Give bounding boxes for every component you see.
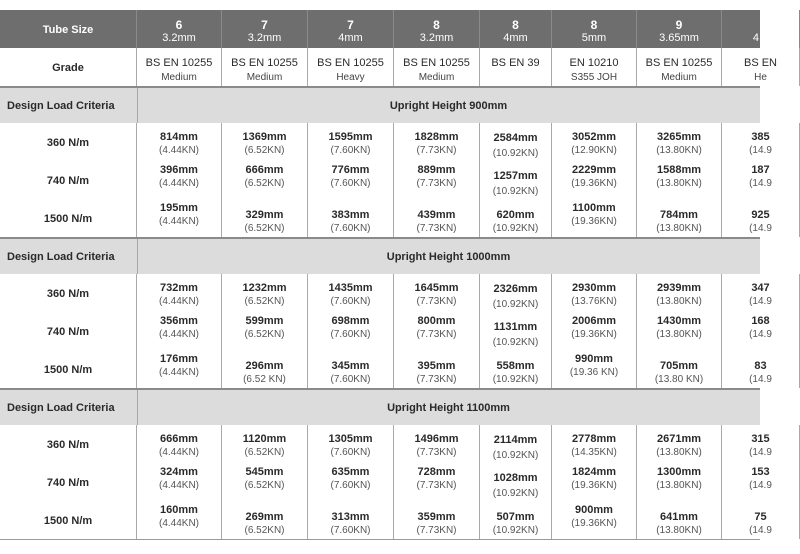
span-value: 153 <box>751 466 770 478</box>
tube-column-header <box>222 10 308 48</box>
load-capacity: (4.44KN) <box>158 329 199 340</box>
span-value: 507mm <box>496 511 535 523</box>
load-capacity: (7.60KN) <box>330 525 371 536</box>
load-capacity: (7.73KN) <box>416 525 457 536</box>
tube-column-header <box>308 10 394 48</box>
span-cell <box>722 350 800 388</box>
grade-class: Medium <box>246 72 283 83</box>
load-capacity: (10.92KN) <box>492 148 539 159</box>
span-cell <box>137 161 222 199</box>
load-capacity: (14.9 <box>749 145 772 156</box>
tube-column-header <box>637 10 722 48</box>
span-value: 620mm <box>496 209 535 221</box>
tube-size-label-cell <box>0 10 137 48</box>
span-cell <box>722 425 800 463</box>
span-value: 385 <box>751 131 770 143</box>
span-cell <box>394 463 480 501</box>
wall-thickness: 4mm <box>503 32 528 44</box>
span-cell <box>394 199 480 237</box>
load-capacity: (19.36 KN) <box>569 367 619 378</box>
span-cell <box>480 199 552 237</box>
span-value: 1595mm <box>328 131 373 143</box>
load-capacity: (6.52 KN) <box>243 374 286 385</box>
span-cell <box>222 463 308 501</box>
span-cell <box>552 274 637 312</box>
load-capacity: (7.73KN) <box>416 223 457 234</box>
span-cell <box>308 463 394 501</box>
span-value: 2326mm <box>493 283 538 295</box>
grade-standard: BS EN 10255 <box>231 57 298 69</box>
load-capacity: (7.60KN) <box>330 329 371 340</box>
span-cell <box>137 350 222 388</box>
span-value: 1369mm <box>242 131 287 143</box>
load-capacity: (10.92KN) <box>492 450 539 461</box>
span-value: 2939mm <box>656 282 702 294</box>
span-cell <box>394 161 480 199</box>
span-cell <box>394 350 480 388</box>
tube-column-header <box>722 10 800 48</box>
load-capacity: (19.36KN) <box>571 178 617 189</box>
load-capacity: (6.52KN) <box>244 223 285 234</box>
load-capacity: (14.9 <box>749 480 772 491</box>
span-value: 2778mm <box>571 433 617 445</box>
load-capacity: (14.35KN) <box>571 447 617 458</box>
wall-thickness: 5mm <box>581 32 607 44</box>
grade-class: Medium <box>418 72 455 83</box>
load-capacity: (4.44KN) <box>158 518 199 529</box>
grade-class: He <box>754 72 767 83</box>
span-value: 439mm <box>417 209 456 221</box>
grade-label: Grade <box>52 62 84 74</box>
span-cell <box>480 161 552 199</box>
span-value: 925 <box>751 209 770 221</box>
load-capacity: (14.9 <box>749 223 772 234</box>
grade-standard: BS EN 10255 <box>403 57 470 69</box>
span-cell <box>137 274 222 312</box>
span-cell <box>480 123 552 161</box>
span-cell <box>480 350 552 388</box>
span-cell <box>637 350 722 388</box>
span-value: 160mm <box>160 504 198 516</box>
span-cell <box>137 312 222 350</box>
load-capacity: (14.9 <box>749 525 772 536</box>
span-cell <box>480 501 552 539</box>
span-value: 2229mm <box>571 164 617 176</box>
span-value: 395mm <box>417 360 456 372</box>
span-value: 83 <box>754 360 767 372</box>
span-value: 359mm <box>417 511 456 523</box>
span-value: 814mm <box>160 131 198 143</box>
span-value: 2671mm <box>656 433 702 445</box>
span-cell <box>137 463 222 501</box>
load-capacity: (19.36KN) <box>571 216 617 227</box>
grade-cell <box>480 48 552 86</box>
load-capacity: (6.52KN) <box>244 145 285 156</box>
span-cell <box>722 199 800 237</box>
span-cell <box>222 350 308 388</box>
load-capacity: (13.80KN) <box>656 296 702 307</box>
load-row <box>0 274 772 313</box>
span-value: 269mm <box>245 511 284 523</box>
span-value: 315 <box>751 433 770 445</box>
span-cell <box>222 501 308 539</box>
load-capacity: (10.92KN) <box>492 525 539 536</box>
grade-class: S355 JOH <box>570 72 618 83</box>
span-value: 313mm <box>331 511 370 523</box>
span-value: 3265mm <box>656 131 702 143</box>
span-cell <box>480 274 552 312</box>
section-header <box>0 86 760 126</box>
span-cell <box>637 274 722 312</box>
span-cell <box>637 123 722 161</box>
load-capacity: (7.60KN) <box>330 178 371 189</box>
span-cell <box>480 312 552 350</box>
span-value: 2930mm <box>571 282 617 294</box>
span-value: 1645mm <box>414 282 459 294</box>
span-value: 1131mm <box>493 321 538 333</box>
span-value: 705mm <box>660 360 698 372</box>
span-value: 1100mm <box>572 202 616 214</box>
span-value: 383mm <box>331 209 370 221</box>
grade-standard: BS EN 39 <box>491 57 540 69</box>
span-value: 1828mm <box>414 131 459 143</box>
load-row <box>0 312 772 351</box>
tube-size: 8 <box>433 18 440 32</box>
load-capacity: (4.44KN) <box>158 296 199 307</box>
load-capacity: (7.73KN) <box>416 480 457 491</box>
load-label: 740 N/m <box>46 326 90 338</box>
load-capacity: (6.52KN) <box>244 525 285 536</box>
grade-cell <box>722 48 800 86</box>
load-capacity: (14.9 <box>749 178 772 189</box>
span-cell <box>722 501 800 539</box>
span-value: 2114mm <box>493 434 538 446</box>
wall-thickness: 4mm <box>338 32 363 44</box>
span-cell <box>722 123 800 161</box>
span-value: 1496mm <box>414 433 459 445</box>
grade-cell <box>222 48 308 86</box>
span-cell <box>308 161 394 199</box>
load-capacity: (19.36KN) <box>571 518 617 529</box>
grade-standard: BS EN 10255 <box>317 57 384 69</box>
load-capacity: (10.92KN) <box>492 488 539 499</box>
span-value: 329mm <box>245 209 284 221</box>
span-cell <box>308 501 394 539</box>
load-capacity: (14.9 <box>749 374 772 385</box>
load-capacity: (7.73KN) <box>416 374 457 385</box>
design-load-criteria-label: Design Load Criteria <box>7 251 115 263</box>
span-value: 296mm <box>245 360 284 372</box>
span-cell <box>722 463 800 501</box>
load-capacity: (13.80KN) <box>656 223 702 234</box>
load-capacity: (13.80KN) <box>656 447 702 458</box>
load-capacity: (7.60KN) <box>330 447 371 458</box>
load-capacity: (4.44KN) <box>158 367 199 378</box>
load-row <box>0 161 772 200</box>
span-value: 1257mm <box>493 170 538 182</box>
span-cell <box>552 463 637 501</box>
span-cell <box>394 501 480 539</box>
span-value: 396mm <box>160 164 198 176</box>
grade-cell <box>394 48 480 86</box>
span-cell <box>637 312 722 350</box>
load-capacity: (4.44KN) <box>158 178 199 189</box>
span-cell <box>394 274 480 312</box>
span-value: 1120mm <box>242 433 287 445</box>
span-cell <box>637 501 722 539</box>
span-value: 666mm <box>160 433 198 445</box>
span-value: 1305mm <box>328 433 373 445</box>
load-capacity: (13.80 KN) <box>654 374 704 385</box>
load-label: 1500 N/m <box>43 515 93 527</box>
span-cell <box>394 425 480 463</box>
load-label: 1500 N/m <box>43 213 93 225</box>
span-value: 1588mm <box>656 164 702 176</box>
tube-size: 9 <box>675 18 683 32</box>
load-row <box>0 199 772 238</box>
load-capacity: (10.92KN) <box>492 374 539 385</box>
tube-size: 6 <box>175 18 183 32</box>
span-cell <box>308 274 394 312</box>
load-capacity: (14.9 <box>749 296 772 307</box>
upright-height-label: Upright Height 1100mm <box>387 402 510 414</box>
load-capacity: (13.76KN) <box>571 296 617 307</box>
tube-column-header <box>394 10 480 48</box>
load-capacity: (10.92KN) <box>492 337 539 348</box>
span-value: 698mm <box>331 315 370 327</box>
grade-cell <box>552 48 637 86</box>
span-cell <box>480 463 552 501</box>
load-capacity: (14.9 <box>749 329 772 340</box>
span-value: 599mm <box>245 315 284 327</box>
span-value: 3052mm <box>571 131 617 143</box>
span-value: 776mm <box>331 164 370 176</box>
span-cell <box>637 463 722 501</box>
grade-cell <box>637 48 722 86</box>
load-capacity: (6.52KN) <box>244 178 285 189</box>
load-capacity: (4.44KN) <box>158 447 199 458</box>
span-cell <box>308 350 394 388</box>
tube-size: 8 <box>590 18 598 32</box>
span-cell <box>552 199 637 237</box>
design-load-criteria-label: Design Load Criteria <box>7 100 115 112</box>
load-capacity: (6.52KN) <box>244 296 285 307</box>
span-cell <box>552 350 637 388</box>
span-value: 1435mm <box>328 282 373 294</box>
span-cell <box>137 501 222 539</box>
load-capacity: (10.92KN) <box>492 299 539 310</box>
load-capacity: (7.73KN) <box>416 447 457 458</box>
load-capacity: (6.52KN) <box>244 329 285 340</box>
span-cell <box>394 123 480 161</box>
grade-class: Medium <box>661 72 697 83</box>
span-cell <box>552 425 637 463</box>
wall-thickness: 3.2mm <box>419 32 454 44</box>
tube-column-header <box>137 10 222 48</box>
span-value: 2006mm <box>571 315 617 327</box>
header-row <box>0 10 769 48</box>
span-cell <box>552 312 637 350</box>
load-capacity: (19.36KN) <box>571 480 617 491</box>
load-capacity: (4.44KN) <box>158 216 199 227</box>
section-header <box>0 388 760 428</box>
span-value: 75 <box>754 511 767 523</box>
load-label: 360 N/m <box>46 439 90 451</box>
span-value: 168 <box>751 315 770 327</box>
span-value: 2584mm <box>493 132 538 144</box>
span-cell <box>637 199 722 237</box>
span-cell <box>552 123 637 161</box>
wall-thickness: 3.2mm <box>162 32 196 44</box>
upright-height-label: Upright Height 1000mm <box>386 251 511 263</box>
span-value: 800mm <box>417 315 456 327</box>
span-cell <box>222 312 308 350</box>
span-value: 176mm <box>160 353 198 365</box>
span-value: 635mm <box>331 466 370 478</box>
grade-standard: BS EN 10255 <box>145 57 213 69</box>
span-value: 545mm <box>245 466 284 478</box>
load-capacity: (13.80KN) <box>656 145 702 156</box>
load-capacity: (13.80KN) <box>656 178 702 189</box>
span-cell <box>222 123 308 161</box>
load-capacity: (7.73KN) <box>416 296 457 307</box>
span-cell <box>222 274 308 312</box>
grade-standard: BS EN 10255 <box>645 57 713 69</box>
tube-size: 8 <box>512 18 519 32</box>
span-value: 900mm <box>575 504 613 516</box>
span-cell <box>637 161 722 199</box>
load-label: 360 N/m <box>46 137 90 149</box>
wall-thickness: 3.2mm <box>247 32 282 44</box>
span-value: 187 <box>751 164 770 176</box>
load-label: 740 N/m <box>46 175 90 187</box>
span-value: 641mm <box>660 511 698 523</box>
grade-standard: EN 10210 <box>569 57 619 69</box>
load-row <box>0 501 772 540</box>
span-cell <box>222 199 308 237</box>
load-capacity: (7.60KN) <box>330 374 371 385</box>
span-cell <box>308 123 394 161</box>
span-cell <box>552 501 637 539</box>
span-cell <box>222 425 308 463</box>
load-label: 1500 N/m <box>43 364 93 376</box>
load-capacity: (6.52KN) <box>244 480 285 491</box>
load-label: 360 N/m <box>46 288 90 300</box>
tube-size: 7 <box>347 18 354 32</box>
load-capacity: (7.60KN) <box>330 296 371 307</box>
span-cell <box>308 425 394 463</box>
tube-size-label: Tube Size <box>42 24 94 36</box>
wall-thickness: 4.5 <box>752 32 769 44</box>
span-cell <box>137 425 222 463</box>
load-capacity: (7.73KN) <box>416 178 457 189</box>
load-capacity: (10.92KN) <box>492 186 539 197</box>
wall-thickness: 3.65mm <box>659 32 699 44</box>
grade-row <box>0 48 777 87</box>
span-cell <box>308 199 394 237</box>
span-value: 666mm <box>245 164 284 176</box>
load-capacity: (7.73KN) <box>416 145 457 156</box>
load-capacity: (7.60KN) <box>330 223 371 234</box>
design-load-criteria-label: Design Load Criteria <box>7 402 115 414</box>
upright-height-label: Upright Height 900mm <box>389 100 508 112</box>
load-table <box>0 10 777 539</box>
load-capacity: (7.73KN) <box>416 329 457 340</box>
load-capacity: (4.44KN) <box>158 145 199 156</box>
span-value: 558mm <box>496 360 535 372</box>
load-capacity: (13.80KN) <box>656 329 702 340</box>
span-value: 1430mm <box>656 315 702 327</box>
span-value: 990mm <box>575 353 613 365</box>
load-label: 740 N/m <box>46 477 90 489</box>
span-value: 1824mm <box>571 466 617 478</box>
load-row <box>0 123 772 162</box>
load-capacity: (7.60KN) <box>330 480 371 491</box>
load-capacity: (13.80KN) <box>656 525 702 536</box>
span-value: 356mm <box>160 315 198 327</box>
load-row <box>0 463 772 502</box>
span-value: 1232mm <box>242 282 287 294</box>
span-value: 784mm <box>660 209 698 221</box>
load-capacity: (6.52KN) <box>244 447 285 458</box>
span-cell <box>480 425 552 463</box>
span-value: 347 <box>751 282 770 294</box>
span-cell <box>722 274 800 312</box>
tube-column-header <box>552 10 637 48</box>
span-value: 345mm <box>331 360 370 372</box>
span-cell <box>308 312 394 350</box>
load-capacity: (14.9 <box>749 447 772 458</box>
span-value: 889mm <box>417 164 456 176</box>
span-cell <box>137 199 222 237</box>
grade-cell <box>137 48 222 86</box>
span-value: 732mm <box>160 282 198 294</box>
load-row <box>0 350 772 389</box>
load-row <box>0 425 772 464</box>
tube-size: 7 <box>261 18 268 32</box>
grade-cell <box>308 48 394 86</box>
span-value: 1300mm <box>656 466 702 478</box>
grade-class: Heavy <box>336 72 365 83</box>
span-cell <box>637 425 722 463</box>
section-header <box>0 237 760 277</box>
span-cell <box>722 312 800 350</box>
span-cell <box>552 161 637 199</box>
tube-column-header <box>480 10 552 48</box>
load-capacity: (13.80KN) <box>656 480 702 491</box>
span-cell <box>394 312 480 350</box>
span-value: 728mm <box>417 466 456 478</box>
span-cell <box>222 161 308 199</box>
load-capacity: (4.44KN) <box>158 480 199 491</box>
span-value: 324mm <box>160 466 198 478</box>
span-value: 1028mm <box>493 472 538 484</box>
load-capacity: (12.90KN) <box>571 145 617 156</box>
load-capacity: (7.60KN) <box>330 145 371 156</box>
span-cell <box>137 123 222 161</box>
span-value: 195mm <box>160 202 198 214</box>
grade-class: Medium <box>161 72 197 83</box>
load-capacity: (10.92KN) <box>492 223 539 234</box>
grade-standard: BS EN <box>743 57 777 69</box>
span-cell <box>722 161 800 199</box>
load-capacity: (19.36KN) <box>571 329 617 340</box>
